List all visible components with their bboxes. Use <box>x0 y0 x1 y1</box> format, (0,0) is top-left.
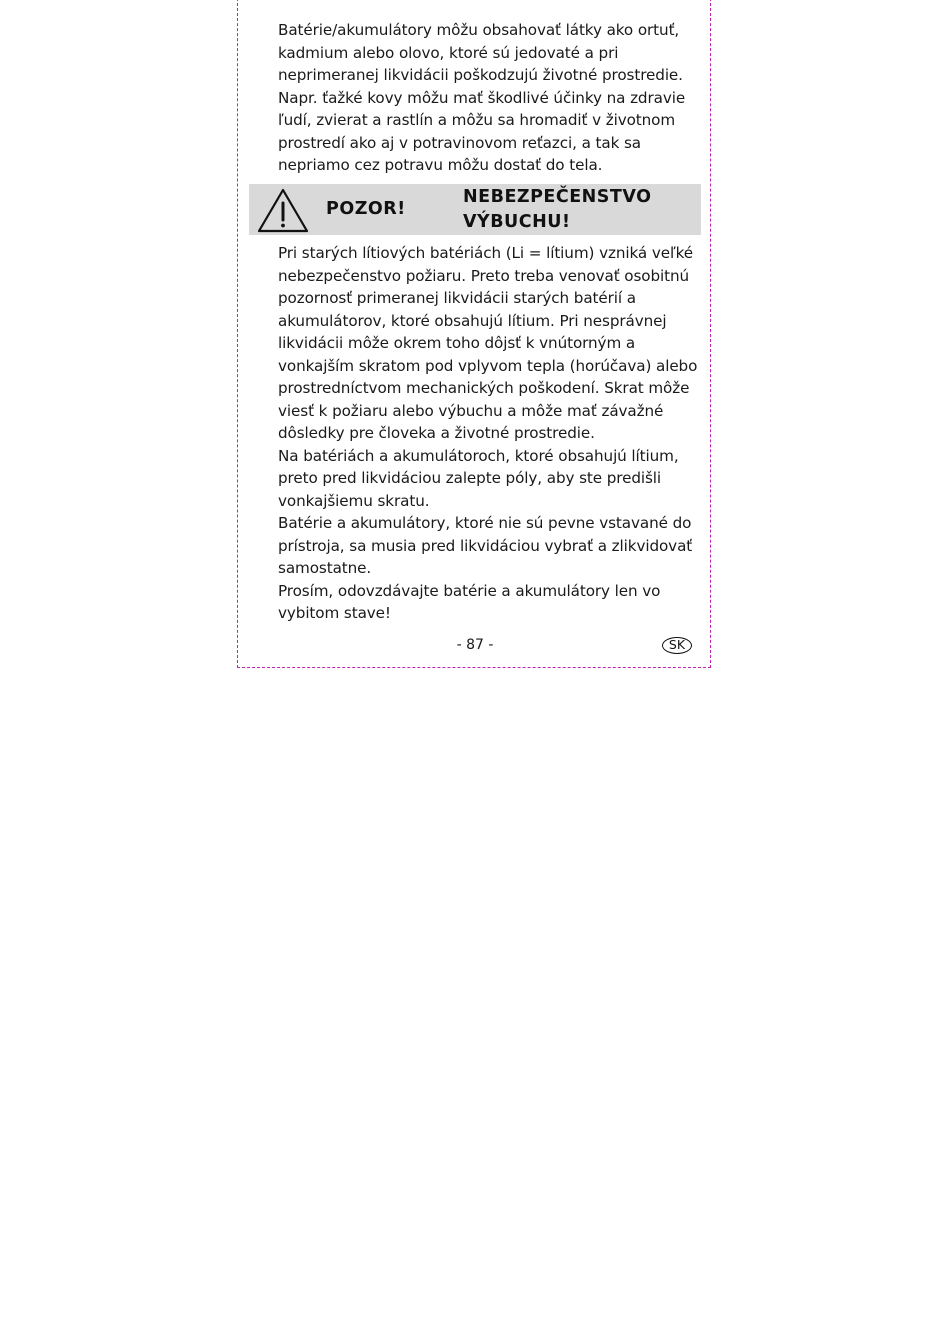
page-number: - 87 - <box>456 637 494 653</box>
warning-triangle-icon <box>257 187 309 233</box>
intro-paragraph <box>278 19 696 177</box>
body-line: prístroja, sa musia pred likvidáciou vybrať a zlikvidovať <box>278 536 693 555</box>
body-line: vonkajšiemu skratu. <box>278 491 430 510</box>
body-line: likvidácii môže okrem toho dôjsť k vnútorným a <box>278 334 636 352</box>
body-line: nebezpečenstvo požiaru. Preto treba venovať osobitnú <box>278 266 690 285</box>
intro-line: ľudí, zvierat a rastlín a môžu sa hromadiť v životnom <box>278 111 676 129</box>
warning-title <box>463 185 651 235</box>
body-line: prostredníctvom mechanických poškodení. Skrat môže <box>278 379 690 397</box>
warning-box <box>249 184 701 235</box>
body-line: vybitom stave! <box>278 604 391 622</box>
intro-line: Batérie/akumulátory môžu obsahovať látky ako ortuť, <box>278 21 680 39</box>
body-line: dôsledky pre človeka a životné prostredie. <box>278 424 595 442</box>
body-paragraph <box>278 242 696 625</box>
intro-line: Napr. ťažké kovy môžu mať škodlivé účinky na zdravie <box>278 88 686 107</box>
body-line: pozornosť primeranej likvidácii starých batérií a <box>278 289 636 307</box>
intro-line: prostredí ako aj v potravinovom reťazci, a tak sa <box>278 133 642 152</box>
body-line: Batérie a akumulátory, ktoré nie sú pevne vstavané do <box>278 514 692 532</box>
intro-line: nepriamo cez potravu môžu dostať do tela. <box>278 156 603 174</box>
body-line: Na batériách a akumulátoroch, ktoré obsahujú lítium, <box>278 446 679 465</box>
language-badge: SK <box>662 637 692 654</box>
intro-line: kadmium alebo olovo, ktoré sú jedovaté a pri <box>278 43 619 62</box>
body-line: Pri starých lítiových batériách (Li = lítium) vzniká veľké <box>278 244 693 262</box>
body-line: vonkajším skratom pod vplyvom tepla (horúčava) alebo <box>278 356 698 375</box>
warning-label: POZOR! <box>326 199 406 219</box>
body-line: viesť k požiaru alebo výbuchu a môže mať závažné <box>278 401 664 420</box>
body-line: Prosím, odovzdávajte batérie a akumulátory len vo <box>278 581 661 600</box>
body-line: preto pred likvidáciou zalepte póly, aby ste predišli <box>278 469 662 487</box>
warning-title-line: NEBEZPEČENSTVO <box>463 187 652 207</box>
body-line: samostatne. <box>278 559 372 577</box>
warning-title-line: VÝBUCHU! <box>463 212 571 232</box>
intro-line: neprimeranej likvidácii poškodzujú životné prostredie. <box>278 66 683 84</box>
body-line: akumulátorov, ktoré obsahujú lítium. Pri nesprávnej <box>278 311 667 330</box>
